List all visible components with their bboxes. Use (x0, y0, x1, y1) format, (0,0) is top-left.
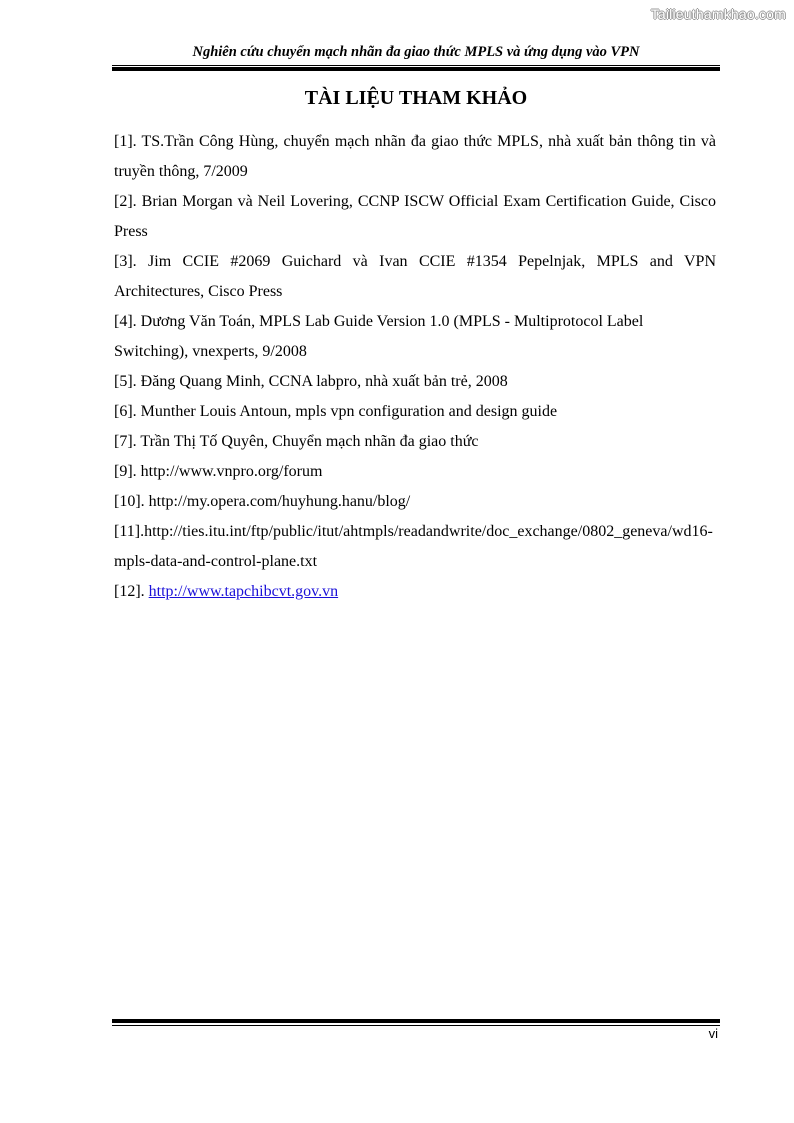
header-rule-thin (112, 65, 720, 66)
header-rule-thick (112, 67, 720, 71)
footer-rule-thick (112, 1019, 720, 1023)
page-title: TÀI LIỆU THAM KHẢO (304, 87, 528, 109)
reference-item: [2]. Brian Morgan và Neil Lovering, CCNP ISCW Official Exam Certification Guide, Cisco Press (114, 193, 716, 240)
reference-list (114, 127, 716, 607)
page-number: vi (708, 1026, 718, 1041)
reference-item (114, 577, 716, 607)
footer-rule-thin (112, 1025, 720, 1026)
reference-item: [9]. http://www.vnpro.org/forum (114, 463, 323, 480)
reference-item: [4]. Dương Văn Toán, MPLS Lab Guide Version 1.0 (MPLS - Multiprotocol Label Switching), vnexperts, 9/2008 (114, 313, 644, 360)
reference-prefix: [12]. (114, 583, 149, 600)
reference-item: [5]. Đăng Quang Minh, CCNA labpro, nhà xuất bản trẻ, 2008 (114, 373, 508, 390)
reference-item: [1]. TS.Trần Công Hùng, chuyển mạch nhãn đa giao thức MPLS, nhà xuất bản thông tin và truyền thông, 7/2009 (114, 133, 716, 180)
reference-item: [7]. Trần Thị Tố Quyên, Chuyển mạch nhãn đa giao thức (114, 433, 479, 450)
reference-item: [10]. http://my.opera.com/huyhung.hanu/blog/ (114, 493, 411, 510)
reference-item: [6]. Munther Louis Antoun, mpls vpn configuration and design guide (114, 403, 558, 420)
running-header: Nghiên cứu chuyển mạch nhãn đa giao thức MPLS và ứng dụng vào VPN (192, 44, 640, 60)
reference-link[interactable]: http://www.tapchibcvt.gov.vn (148, 583, 339, 600)
reference-item: [3]. Jim CCIE #2069 Guichard và Ivan CCIE #1354 Pepelnjak, MPLS and VPN Architectures, Cisco Press (114, 253, 716, 300)
watermark: Tailieuthamkhao.com (650, 6, 786, 22)
reference-item: [11].http://ties.itu.int/ftp/public/itut/ahtmpls/readandwrite/doc_exchange/0802_geneva/wd16-mpls-data-and-control-plane.txt (114, 523, 713, 570)
